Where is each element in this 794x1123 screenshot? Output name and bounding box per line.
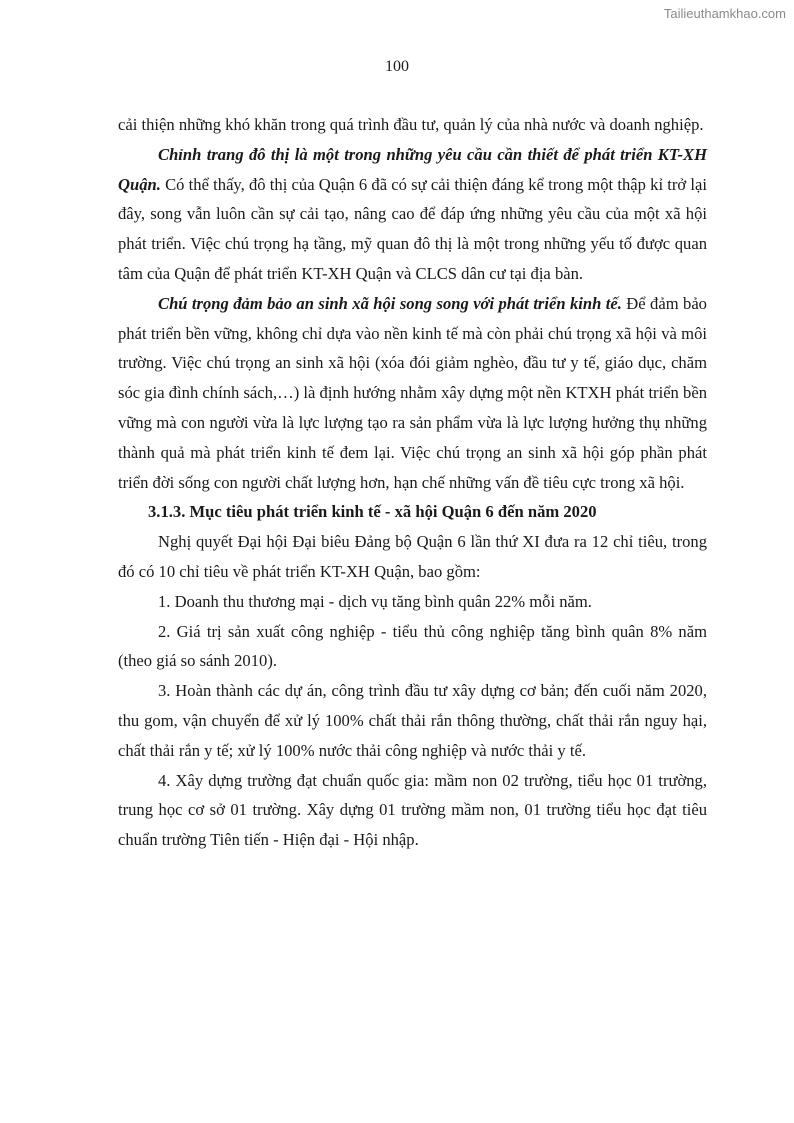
page-number: 100	[385, 58, 409, 75]
document-body	[118, 110, 707, 855]
paragraph-1: cải thiện những khó khăn trong quá trình đầu tư, quản lý của nhà nước và doanh nghiệp.	[118, 115, 704, 134]
section-heading: 3.1.3. Mục tiêu phát triển kinh tế - xã hội Quận 6 đến năm 2020	[148, 502, 597, 522]
paragraph-3	[118, 289, 707, 498]
paragraph-3-text: Để đảm bảo phát triển bền vững, không chỉ dựa vào nền kinh tế mà còn phải chú trọng xã hội và môi trường. Việc chú trọng an sinh xã hội (xóa đói giảm nghèo, đầu tư y tế, giáo dục, chăm sóc gia đình chính sách,…) là định hướng nhằm xây dựng một nền KTXH phát triển bền vững mà con người vừa là lực lượng tạo ra sản phẩm vừa là lực lượng hưởng thụ những thành quả mà phát triển kinh tế đem lại. Việc chú trọng an sinh xã hội góp phần phát triển đời sống con người chất lượng hơn, hạn chế những vấn đề tiêu cực trong xã hội.	[118, 293, 707, 492]
list-item-4: 4. Xây dựng trường đạt chuẩn quốc gia: mầm non 02 trường, tiểu học 01 trường, trung học cơ sở 01 trường. Xây dựng 01 trường mầm non, 01 trường tiểu học đạt tiêu chuẩn trường Tiên tiến - Hiện đại - Hội nhập.	[118, 770, 707, 850]
paragraph-2	[118, 140, 707, 289]
watermark: Tailieuthamkhao.com	[663, 6, 786, 21]
paragraph-3-lead: Chú trọng đảm bảo an sinh xã hội song song với phát triển kinh tế.	[158, 293, 622, 313]
list-item-3: 3. Hoàn thành các dự án, công trình đầu tư xây dựng cơ bản; đến cuối năm 2020, thu gom, vận chuyển để xử lý 100% chất thải rắn thông thường, chất thải rắn nguy hại, chất thải rắn y tế; xử lý 100% nước thải công nghiệp và nước thải y tế.	[118, 681, 707, 760]
paragraph-2-lead: Chỉnh trang đô thị là một trong những yêu cầu cần thiết để phát triển KT-XH Quận.	[118, 144, 707, 194]
list-item-2: 2. Giá trị sản xuất công nghiệp - tiểu thủ công nghiệp tăng bình quân 8% năm (theo giá so sánh 2010).	[118, 621, 707, 671]
paragraph-4: Nghị quyết Đại hội Đại biêu Đảng bộ Quận 6 lần thứ XI đưa ra 12 chỉ tiêu, trong đó có 10 chỉ tiêu về phát triển KT-XH Quận, bao gồm:	[118, 532, 707, 581]
list-item-1: 1. Doanh thu thương mại - dịch vụ tăng bình quân 22% mỗi năm.	[158, 591, 592, 611]
paragraph-2-text: Có thể thấy, đô thị của Quận 6 đã có sự cải thiện đáng kể trong một thập kỉ trở lại đây, song vẫn luôn cần sự cải tạo, nâng cao để đáp ứng những yêu cầu của một xã hội phát triển. Việc chú trọng hạ tầng, mỹ quan đô thị là một trong những yếu tố được quan tâm của Quận để phát triển KT-XH Quận và CLCS dân cư tại địa bàn.	[118, 174, 707, 283]
